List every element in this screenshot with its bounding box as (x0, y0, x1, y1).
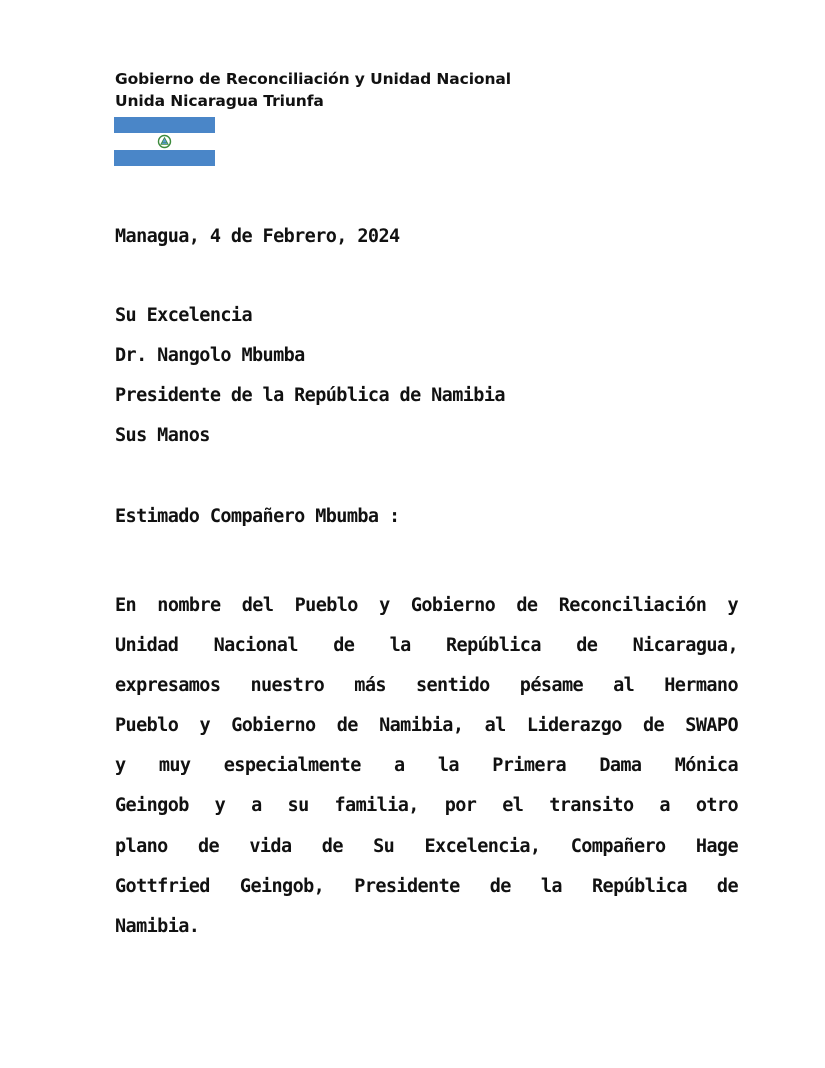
nicaragua-flag-icon (114, 117, 215, 166)
letterhead (115, 68, 511, 112)
body-line: Namibia. (115, 915, 200, 937)
flag-emblem-icon (157, 134, 172, 149)
recipient-name: Dr. Nangolo Mbumba (115, 345, 305, 366)
recipient-title: Su Excelencia (115, 305, 252, 326)
letter-salutation: Estimado Compañero Mbumba : (115, 506, 400, 527)
letter-date: Managua, 4 de Febrero, 2024 (115, 226, 400, 247)
body-line: Pueblo y Gobierno de Namibia, al Liderazgo de SWAPO (115, 715, 738, 737)
body-line: Gottfried Geingob, Presidente de la República de (115, 875, 738, 897)
body-line: En nombre del Pueblo y Gobierno de Reconciliación y (115, 595, 738, 616)
recipient-position: Presidente de la República de Namibia (115, 385, 505, 406)
body-line: Unidad Nacional de la República de Nicaragua, (115, 635, 738, 657)
flag-top-band (114, 117, 215, 133)
letter-body (115, 586, 738, 947)
body-line: plano de vida de Su Excelencia, Compañero Hage (115, 835, 738, 857)
flag-bottom-band (114, 150, 215, 166)
body-line: expresamos nuestro más sentido pésame al Hermano (115, 675, 738, 697)
letterhead-slogan: Unida Nicaragua Triunfa (115, 92, 324, 110)
body-line: Geingob y a su familia, por el transito a otro (115, 795, 738, 817)
recipient-delivery: Sus Manos (115, 425, 210, 446)
body-line: y muy especialmente a la Primera Dama Mónica (115, 755, 738, 777)
letterhead-government-name: Gobierno de Reconciliación y Unidad Nacional (115, 70, 511, 88)
